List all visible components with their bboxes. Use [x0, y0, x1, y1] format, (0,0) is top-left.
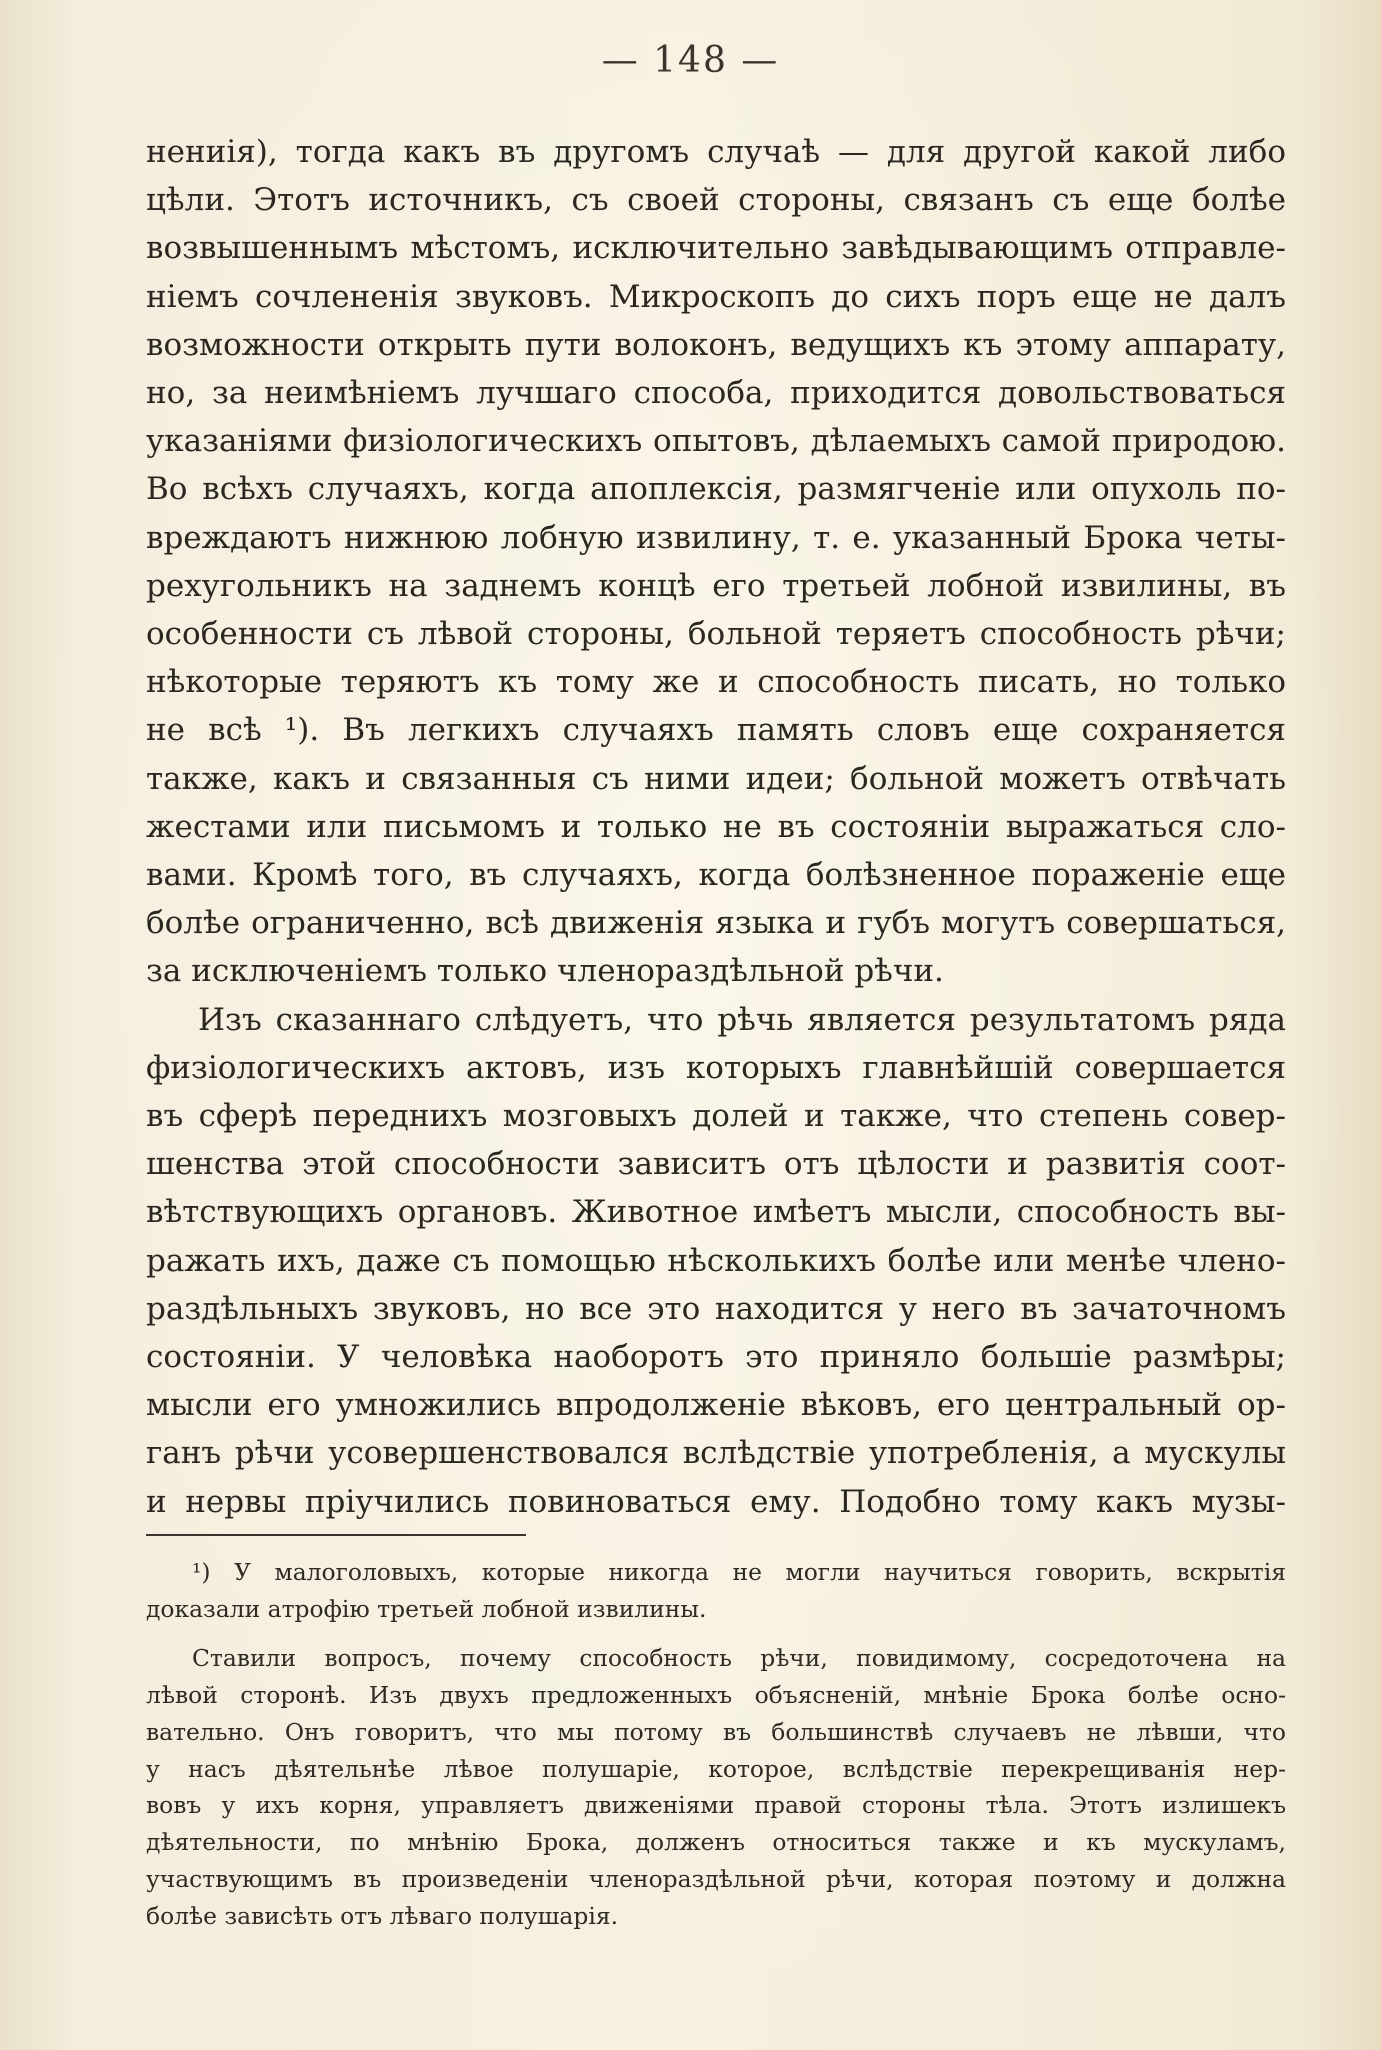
footnote-line: у насъ дѣятельнѣе лѣвое полушаріе, которое, вслѣдствіе перекрещиванія нер-: [146, 1754, 1286, 1783]
text-line: въ сферѣ переднихъ мозговыхъ долей и также, что степень совер-: [146, 1098, 1286, 1135]
footnote-line: дѣятельности, по мнѣнію Брока, долженъ относиться также и къ мускуламъ,: [146, 1828, 1286, 1857]
text-line: нѣкоторые теряютъ къ тому же и способность писать, но только: [146, 664, 1286, 701]
text-line: и нервы пріучились повиноваться ему. Подобно тому какъ музы-: [146, 1483, 1286, 1520]
footnote-line: ¹) У малоголовыхъ, которые никогда не могли научиться говорить, вскрытія: [192, 1558, 1286, 1586]
text-line: указаніями физіологическихъ опытовъ, дѣлаемыхъ самой природою.: [146, 423, 1286, 460]
footnotes: [146, 1554, 1286, 1935]
text-line: жестами или письмомъ и только не въ состояніи выражаться сло-: [146, 808, 1286, 845]
paragraph-2: [146, 996, 1286, 1526]
paragraph-1: [146, 128, 1286, 996]
text-line: раздѣльныхъ звуковъ, но все это находится у него въ зачаточномъ: [146, 1290, 1286, 1327]
text-line: также, какъ и связанныя съ ними идеи; больной можетъ отвѣчать: [146, 760, 1286, 797]
footnote-line: доказали атрофію третьей лобной извилины.: [146, 1594, 707, 1623]
footnote-1: [146, 1554, 1286, 1628]
footnote-rule: [146, 1534, 526, 1536]
main-text: [146, 128, 1286, 1526]
text-line: ніемъ сочлененія звуковъ. Микроскопъ до сихъ поръ еще не далъ: [146, 278, 1286, 315]
text-line: мысли его умножились впродолженіе вѣковъ, его центральный ор-: [146, 1387, 1286, 1424]
text-line: вѣтствующихъ органовъ. Животное имѣетъ мысли, способность вы-: [146, 1194, 1286, 1231]
text-line: рехугольникъ на заднемъ концѣ его третьей лобной извилины, въ: [146, 567, 1286, 604]
page-number: — 148 —: [601, 40, 780, 81]
text-line: ражать ихъ, даже съ помощью нѣсколькихъ болѣе или менѣе члено-: [146, 1242, 1286, 1279]
footnote-line: болѣе зависѣть отъ лѣваго полушарія.: [146, 1902, 619, 1931]
text-line: цѣли. Этотъ источникъ, съ своей стороны, связанъ съ еще болѣе: [146, 182, 1286, 219]
text-line: за исключеніемъ только членораздѣльной рѣчи.: [146, 953, 944, 990]
text-line: физіологическихъ актовъ, изъ которыхъ главнѣйшій совершается: [146, 1049, 1286, 1086]
text-line: состояніи. У человѣка наоборотъ это приняло большіе размѣры;: [146, 1339, 1286, 1376]
text-line: но, за неимѣніемъ лучшаго способа, приходится довольствоваться: [146, 375, 1286, 412]
text-line: вами. Кромѣ того, въ случаяхъ, когда болѣзненное пораженіе еще: [146, 857, 1286, 894]
text-line: возвышеннымъ мѣстомъ, исключительно завѣдывающимъ отправле-: [146, 230, 1286, 267]
text-line: Во всѣхъ случаяхъ, когда апоплексія, размягченіе или опухоль по-: [146, 471, 1286, 508]
text-line: особенности съ лѣвой стороны, больной теряетъ способность рѣчи;: [146, 616, 1286, 653]
footnote-line: Ставили вопросъ, почему способность рѣчи, повидимому, сосредоточена на: [192, 1643, 1286, 1672]
text-line: нениія), тогда какъ въ другомъ случаѣ — для другой какой либо: [146, 134, 1286, 170]
footnote-line: участвующимъ въ произведеніи членораздѣльной рѣчи, которая поэтому и должна: [146, 1865, 1286, 1894]
footnote-line: вательно. Онъ говоритъ, что мы потому въ большинствѣ случаевъ не лѣвши, что: [146, 1717, 1286, 1746]
text-line: болѣе ограниченно, всѣ движенія языка и губъ могутъ совершаться,: [146, 905, 1286, 942]
text-line: шенства этой способности зависитъ отъ цѣлости и развитія соот-: [146, 1146, 1286, 1183]
text-line: вреждаютъ нижнюю лобную извилину, т. е. указанный Брока четы-: [146, 519, 1286, 556]
footnote-line: вовъ у ихъ корня, управляетъ движеніями правой стороны тѣла. Этотъ излишекъ: [146, 1791, 1286, 1820]
text-line: не всѣ ¹). Въ легкихъ случаяхъ память словъ еще сохраняется: [146, 712, 1286, 749]
text-line: возможности открыть пути волоконъ, ведущихъ къ этому аппарату,: [146, 326, 1286, 363]
text-line: ганъ рѣчи усовершенствовался вслѣдствіе употребленія, а мускулы: [146, 1435, 1286, 1472]
footnote-2: [146, 1640, 1286, 1935]
footnote-line: лѣвой сторонѣ. Изъ двухъ предложенныхъ объясненій, мнѣніе Брока болѣе осно-: [146, 1680, 1286, 1709]
text-line: Изъ сказаннаго слѣдуетъ, что рѣчь является результатомъ ряда: [198, 1001, 1286, 1038]
